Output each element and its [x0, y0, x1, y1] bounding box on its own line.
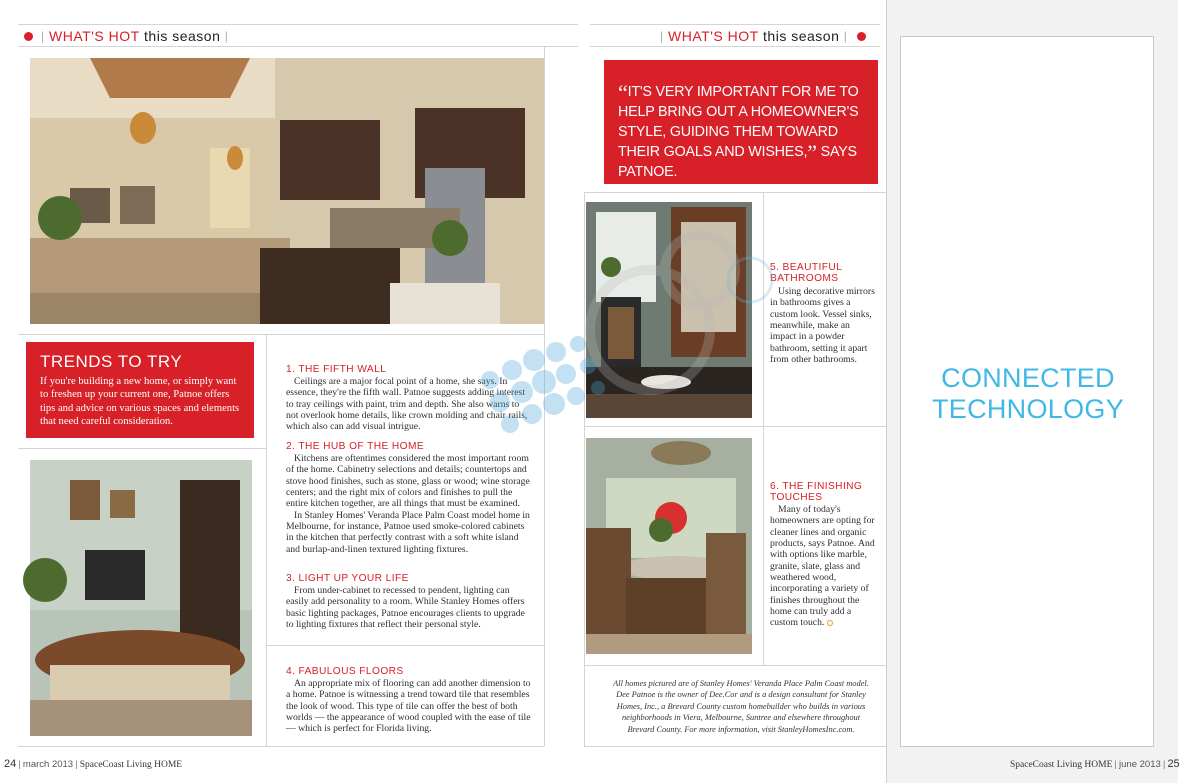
pull-quote-box: [604, 60, 878, 184]
header-dot-icon: [857, 32, 866, 41]
header-rule-top-right: [590, 24, 880, 25]
section-title: 6. THE FINISHING TOUCHES: [770, 481, 863, 503]
header-dot-icon: [24, 32, 33, 41]
header-hot-label: WHAT'S HOT: [668, 28, 759, 44]
section-title: 5. BEAUTIFUL BATHROOMS: [770, 262, 842, 284]
trends-to-try-box: [26, 342, 254, 438]
pull-quote: [618, 82, 866, 182]
connected-technology-title: CONNECTED TECHNOLOGY: [931, 363, 1125, 424]
footer-left: 24 | march 2013 | SpaceCoast Living HOME: [4, 758, 183, 770]
quote-close-mark: ”: [807, 140, 817, 165]
grid-rule: [584, 746, 886, 747]
header-right: | WHAT'S HOT this season |: [660, 26, 866, 46]
issue-date: june 2013: [1119, 759, 1161, 770]
header-left: | WHAT'S HOT this season |: [24, 26, 228, 46]
trends-title: TRENDS TO TRY: [40, 352, 183, 371]
kitchen-photo: [30, 58, 544, 324]
section-body: Kitchens are oftentimes considered the most important room of the home. Cabinetry selections and details; countertops and stove hood finishes, such as stone, glass or wood; wine storage centers; and the right mix of colors and finishes to pull the entire kitchen together, are all things that must be examined. In Stanley Homes' Veranda Place Palm Coast model home in Melbourne, for instance, Patnoe used smoke-colored cabinets in the kitchen that perfectly contrast with a soft white island and burlap-and-linen textured lighting fixtures.: [286, 453, 530, 555]
grid-rule: [18, 448, 266, 449]
dining-photo: [586, 438, 752, 654]
grid-rule: [584, 665, 886, 666]
office-photo: [30, 460, 252, 736]
section-body: An appropriate mix of flooring can add another dimension to a home. Patnoe is witnessing a trend toward tile that resembles the look of wood. This type of tile can offer the best of both worlds — the appearance of wood coupled with the ease of tile — which is perfect for Florida living.: [286, 678, 531, 735]
footer-right: SpaceCoast Living HOME | june 2013 | 25: [1010, 758, 1180, 770]
header-season-label: this season: [763, 28, 840, 44]
magazine-name: SpaceCoast Living HOME: [1010, 760, 1113, 770]
grid-rule: [266, 645, 544, 646]
grid-rule: [584, 192, 585, 746]
photo-caption: All homes pictured are of Stanley Homes' Veranda Place Palm Coast model. Dee Patnoe is the owner of Dee.Cor and is a design consultant for Stanley Homes, Inc., a Brevard County custom homebuilder who builds in various neighborhoods in Viera, Melbourne, Suntree and elsewhere throughout Brevard County. For more information, visit StanleyHomesInc.com.: [613, 679, 869, 734]
header-hot-label: WHAT'S HOT: [49, 28, 140, 44]
magazine-name: SpaceCoast Living HOME: [79, 760, 183, 770]
header-season-label: this season: [144, 28, 221, 44]
connected-technology-panel: [900, 36, 1154, 747]
quote-text: IT'S VERY IMPORTANT FOR ME TO HELP BRING OUT A HOMEOWNER'S STYLE, GUIDING THEM TOWARD THEIR GOALS AND WISHES,: [618, 84, 859, 160]
quote-open-mark: “: [618, 80, 628, 105]
grid-rule: [266, 334, 267, 746]
grid-rule: [18, 334, 544, 335]
issue-date: march 2013: [22, 759, 74, 770]
section-title: 3. LIGHT UP YOUR LIFE: [286, 573, 409, 584]
bathroom-photo: [586, 202, 752, 418]
page-number: 24: [4, 758, 17, 770]
grid-rule: [544, 46, 545, 746]
section-body: Using decorative mirrors in bathrooms gives a custom look. Vessel sinks, meanwhile, make an impact in a powder bathroom, setting it apart from other bathrooms.: [770, 286, 875, 366]
header-rule-bottom-left: [18, 46, 578, 47]
section-title: 1. THE FIFTH WALL: [286, 364, 387, 375]
section-body: Ceilings are a major focal point of a home, she says. In essence, they're the fifth wall. Patnoe suggests adding interest to tray ceilings with paint, trim and depth. She also warns to not overlook home details, like crown molding and chair rails, which also can add visual intrigue.: [286, 376, 528, 433]
end-mark-icon: [827, 620, 833, 626]
grid-rule: [763, 426, 764, 665]
grid-rule: [584, 426, 886, 427]
grid-rule: [18, 746, 544, 747]
header-rule-top-left: [18, 24, 578, 25]
grid-rule: [763, 192, 764, 426]
quote-attribution: SAYS PATNOE.: [618, 144, 857, 180]
section-title: 2. THE HUB OF THE HOME: [286, 441, 425, 452]
section-body: Many of today's homeowners are opting for cleaner lines and organic products, says Patnoe. And with options like marble, granite, slate, glass and weathered wood, incorporating a variety of finishes throughout the home can truly add a custom touch.: [770, 504, 875, 629]
page-number: 25: [1167, 758, 1180, 770]
section-body: From under-cabinet to recessed to pendent, lighting can easily add personality to a room. While Stanley Homes offers basic lighting packages, Patnoe encourages clients to upgrade to lighting fixtures that reflect their personal style.: [286, 585, 525, 631]
section-title: 4. FABULOUS FLOORS: [286, 666, 404, 677]
header-rule-bottom-right: [590, 46, 880, 47]
grid-rule: [584, 192, 886, 193]
trends-intro: If you're building a new home, or simply want to freshen up your current one, Patnoe offers tips and advice on various spaces and elements that need careful consideration.: [40, 376, 240, 427]
